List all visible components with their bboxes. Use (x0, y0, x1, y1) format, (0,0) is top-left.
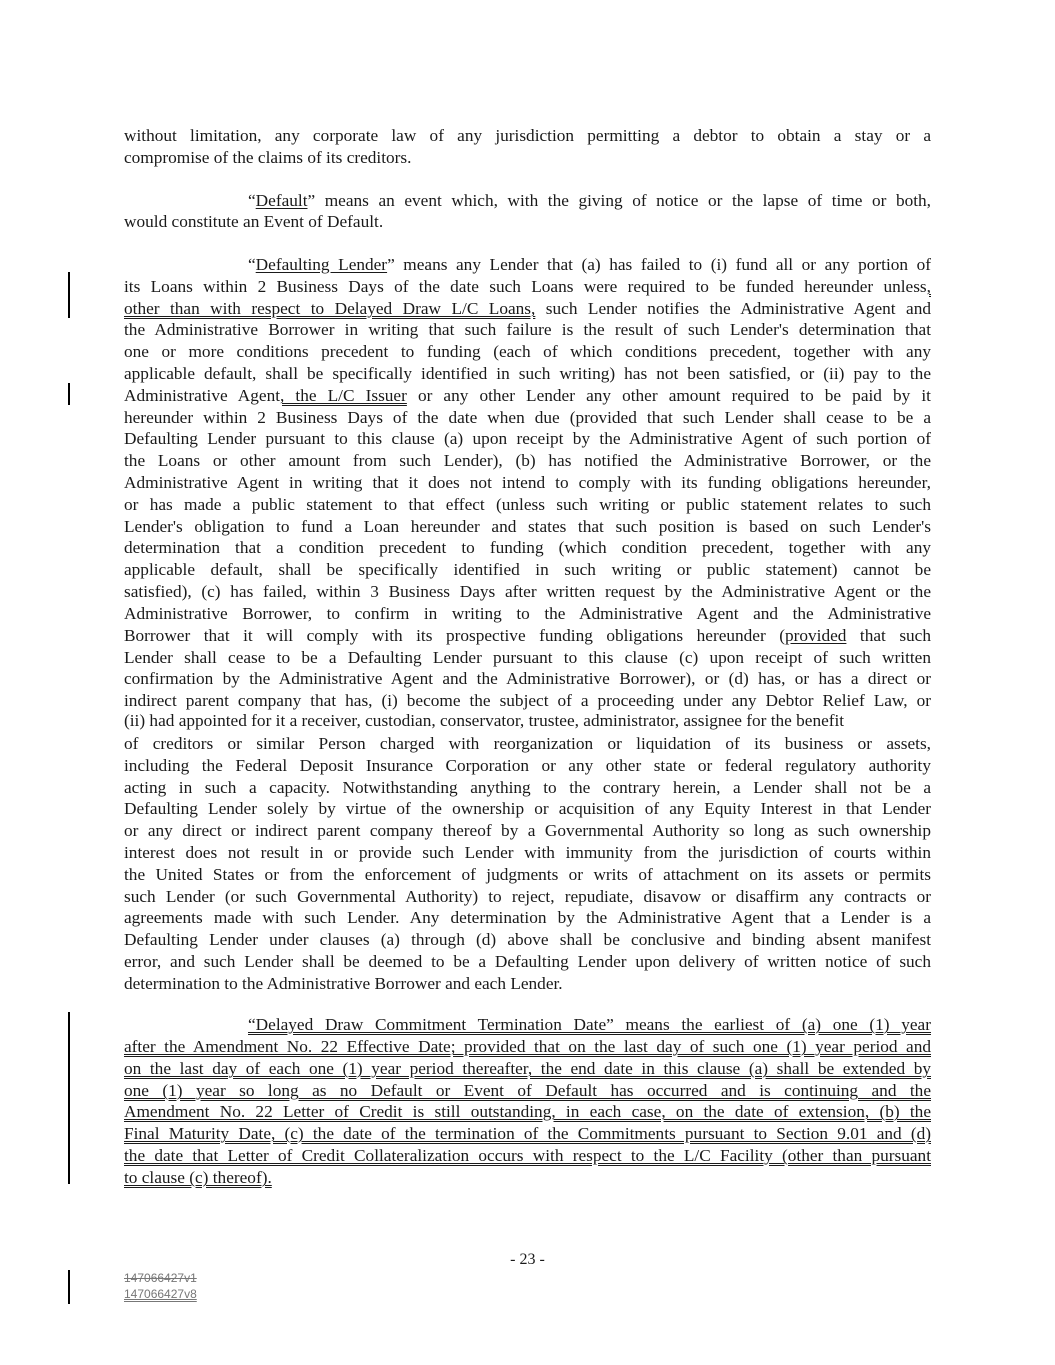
paragraph-line: interest does not result in or provide such Lender with immunity from the jurisdiction of courts within (124, 843, 931, 862)
inserted-text: other than with respect to Delayed Draw L/C Loans, (124, 299, 536, 318)
paragraph-line: Defaulting Lender solely by virtue of the ownership or acquisition of any Equity Interest in that Lender (124, 799, 931, 818)
line-text: that such (846, 626, 931, 645)
paragraph-line: error, and such Lender shall be deemed to be a Defaulting Lender upon delivery of written notice of such (124, 952, 931, 971)
paragraph-line: or any direct or indirect parent company thereof by a Governmental Authority so long as such ownership (124, 821, 931, 840)
change-bar (68, 1012, 70, 1184)
inserted-text: one (1) year so long as no Default or Event of Default has occurred and is continuing and the (124, 1081, 931, 1100)
paragraph-line (124, 1101, 931, 1123)
line-text: Borrower that it will comply with its prospective funding obligations hereunder ( (124, 626, 785, 645)
paragraph-line: one or more conditions precedent to funding (each of which conditions precedent, together with any (124, 342, 931, 361)
paragraph-line: applicable default, shall be specifically identified in such writing or public statement) cannot be (124, 560, 931, 579)
defined-term-defaulting-lender: Defaulting Lender (255, 255, 388, 274)
doc-id-inserted: 147066427v8 (124, 1287, 197, 1301)
paragraph-line (124, 625, 931, 647)
line-text: its Loans within 2 Business Days of the date such Loans were required to be funded hereunder unless (124, 277, 927, 296)
inserted-text: on the last day of each one (1) year period thereafter, the end date in this clause (a) shall be extended by (124, 1059, 931, 1078)
paragraph-line (124, 1167, 931, 1189)
definition-delayed-draw-line (248, 1014, 931, 1036)
paragraph-line: compromise of the claims of its creditors. (124, 148, 412, 167)
line-text: Administrative Agent (124, 386, 281, 405)
paragraph-line: Defaulting Lender pursuant to this clause (a) upon receipt by the Administrative Agent of such portion of (124, 429, 931, 448)
paragraph-line (124, 1145, 931, 1167)
inserted-text: “Delayed Draw Commitment Termination Date” means the earliest of (a) one (1) year (248, 1015, 931, 1034)
paragraph-line: agreements made with such Lender. Any determination by the Administrative Agent that a Lender is a (124, 908, 931, 927)
change-bar (68, 383, 70, 405)
paragraph-line: the Loans or other amount from such Lender), (b) has notified the Administrative Borrower, or the (124, 451, 931, 470)
paragraph-line: without limitation, any corporate law of any jurisdiction permitting a debtor to obtain a stay or a (124, 126, 931, 145)
paragraph-line: would constitute an Event of Default. (124, 212, 384, 231)
inserted-text: , (926, 277, 931, 296)
provided-emphasis: provided (784, 626, 847, 645)
paragraph-line (124, 276, 931, 298)
open-quote: “ (248, 255, 256, 274)
inserted-text: the date that Letter of Credit Collateralization occurs with respect to the L/C Facility (other than pursuant (124, 1146, 931, 1165)
paragraph-line: applicable default, shall be specifically identified in such writing) has not been satisfied, or (ii) pay to the (124, 364, 931, 383)
inserted-text: Final Maturity Date, (c) the date of the termination of the Commitments pursuant to Section 9.01 and (d) (124, 1124, 931, 1143)
paragraph-line: such Lender (or such Governmental Authority) to reject, repudiate, disavow or disaffirm any contracts or (124, 887, 931, 906)
paragraph-line: Administrative Agent in writing that it does not intend to comply with its funding obligations hereunder, (124, 473, 931, 492)
definition-default-line (248, 190, 931, 212)
definition-text: ” means any Lender that (a) has failed to (i) fund all or any portion of (387, 255, 931, 274)
change-bar (68, 1270, 70, 1304)
paragraph-line: (ii) had appointed for it a receiver, custodian, conservator, trustee, administrator, assignee for the benefit (124, 711, 845, 730)
inserted-text: after the Amendment No. 22 Effective Date; provided that on the last day of such one (1) year period and (124, 1037, 931, 1056)
paragraph-line: including the Federal Deposit Insurance Corporation or any other state or federal regulatory authority (124, 756, 931, 775)
paragraph-line: or has made a public statement to that effect (unless such writing or public statement relates to such (124, 495, 931, 514)
inserted-text: to clause (c) thereof). (124, 1168, 272, 1187)
open-quote: “ (248, 191, 256, 210)
paragraph-line: determination that a condition precedent to funding (which condition precedent, together with any (124, 538, 931, 557)
paragraph-line: Defaulting Lender under clauses (a) through (d) above shall be conclusive and binding absent manifest (124, 930, 931, 949)
paragraph-line: of creditors or similar Person charged with reorganization or liquidation of its business or assets, (124, 734, 931, 753)
inserted-text: Amendment No. 22 Letter of Credit is still outstanding, in each case, on the date of extension, (b) the (124, 1102, 931, 1121)
line-text: or any other Lender any other amount required to be paid by it (406, 386, 931, 405)
paragraph-line: satisfied), (c) has failed, within 3 Business Days after written request by the Administrative Agent or the (124, 582, 931, 601)
page-number: - 23 - (510, 1251, 545, 1268)
paragraph-line: determination to the Administrative Borrower and each Lender. (124, 974, 563, 993)
paragraph-line (124, 1123, 931, 1145)
paragraph-line: hereunder within 2 Business Days of the date when due (provided that such Lender shall cease to be a (124, 408, 931, 427)
line-text: such Lender notifies the Administrative Agent and (535, 299, 931, 318)
definition-defaulting-lender-line (248, 254, 931, 276)
definition-text: ” means an event which, with the giving of notice or the lapse of time or both, (307, 191, 931, 210)
inserted-text: , the L/C Issuer (280, 386, 407, 405)
paragraph-line: indirect parent company that has, (i) become the subject of a proceeding under any Debtor Relief Law, or (124, 691, 931, 710)
paragraph-line (124, 385, 931, 407)
paragraph-line (124, 1036, 931, 1058)
paragraph-line: the Administrative Borrower in writing that such failure is the result of such Lender's determination that (124, 320, 931, 339)
paragraph-line: acting in such a capacity. Notwithstanding anything to the contrary herein, a Lender shall not be a (124, 778, 931, 797)
paragraph-line (124, 298, 931, 320)
paragraph-line (124, 1080, 931, 1102)
paragraph-line: Lender's obligation to fund a Loan hereunder and states that such position is based on such Lender's (124, 517, 931, 536)
defined-term-default: Default (255, 191, 308, 210)
doc-id-deleted: 147066427v1 (124, 1271, 197, 1285)
paragraph-line: Administrative Borrower, to confirm in writing to the Administrative Agent and the Administrative (124, 604, 931, 623)
paragraph-line: Lender shall cease to be a Defaulting Lender pursuant to this clause (c) upon receipt of such written (124, 648, 931, 667)
paragraph-line: confirmation by the Administrative Agent and the Administrative Borrower), or (d) has, or has a direct or (124, 669, 931, 688)
paragraph-line: the United States or from the enforcement of judgments or writs of attachment on its assets or permits (124, 865, 931, 884)
paragraph-line (124, 1058, 931, 1080)
change-bar (68, 272, 70, 318)
